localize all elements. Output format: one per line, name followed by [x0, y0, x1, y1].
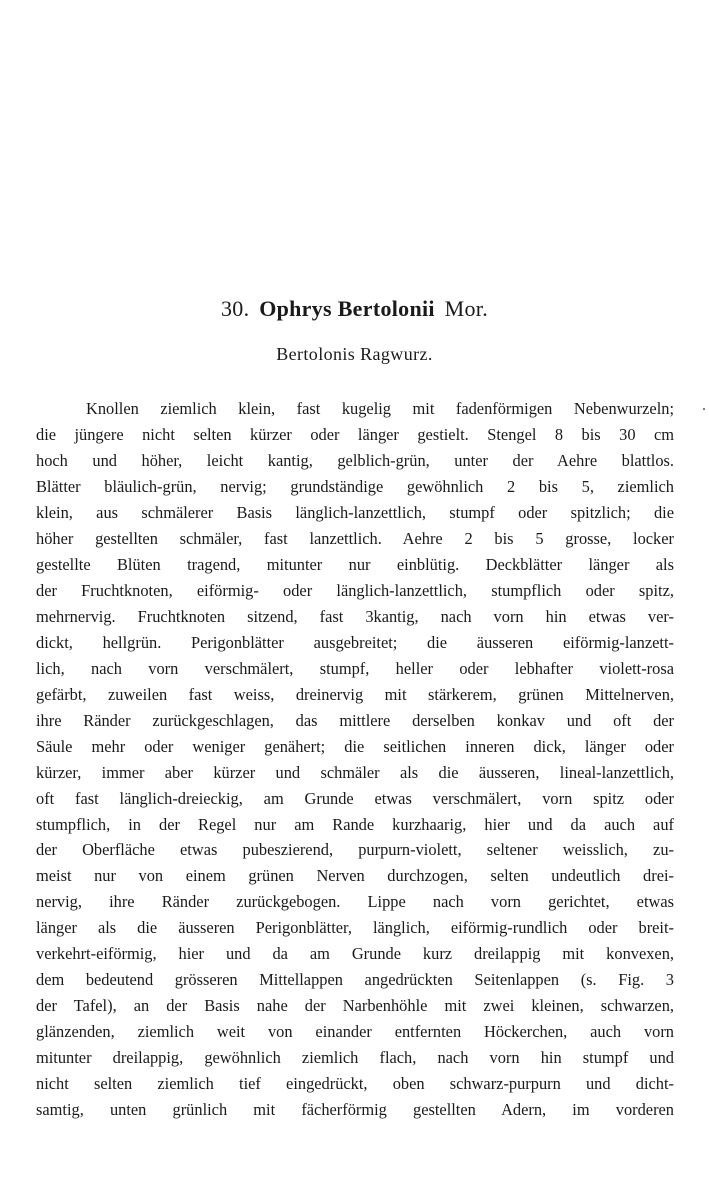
text-line: samtig, unten grünlich mit fächerförmig gestellten Adern, im vorderen — [36, 1100, 674, 1120]
text-line: länger als die äusseren Perigonblätter, länglich, eiförmig-rundlich oder breit- — [36, 918, 674, 938]
common-name: Bertolonis Ragwurz. — [276, 344, 433, 364]
species-name: Ophrys Bertolonii — [259, 296, 435, 321]
text-line: Blätter bläulich-grün, nervig; grundständige gewöhnlich 2 bis 5, ziemlich — [36, 476, 674, 496]
text-line: dem bedeutend grösseren Mittellappen angedrückten Seitenlappen (s. Fig. 3 — [36, 970, 674, 990]
species-number: 30. — [220, 296, 250, 321]
description-paragraph — [36, 396, 674, 1123]
text-line: ihre Ränder zurückgeschlagen, das mittlere derselben konkav und oft der — [36, 710, 674, 730]
text-line: dickt, hellgrün. Perigonblätter ausgebreitet; die äusseren eiförmig-lanzett- — [36, 632, 674, 652]
text-line: gestellte Blüten tragend, mitunter nur einblütig. Deckblätter länger als — [36, 554, 674, 574]
text-line: nicht selten ziemlich tief eingedrückt, oben schwarz-purpurn und dicht- — [36, 1074, 674, 1094]
text-line: mehrnervig. Fruchtknoten sitzend, fast 3kantig, nach vorn hin etwas ver- — [36, 606, 674, 626]
text-line: meist nur von einem grünen Nerven durchzogen, selten undeutlich drei- — [36, 866, 674, 886]
species-heading — [0, 296, 709, 322]
text-line: höher gestellten schmäler, fast lanzettlich. Aehre 2 bis 5 grosse, locker — [36, 528, 674, 548]
text-line: der Fruchtknoten, eiförmig- oder länglich-lanzettlich, stumpflich oder spitz, — [36, 580, 674, 600]
text-line: lich, nach vorn verschmälert, stumpf, heller oder lebhafter violett-rosa — [36, 658, 674, 678]
text-line: klein, aus schmälerer Basis länglich-lanzettlich, stumpf oder spitzlich; die — [36, 502, 674, 522]
text-line: der Tafel), an der Basis nahe der Narbenhöhle mit zwei kleinen, schwarzen, — [36, 996, 674, 1016]
text-line: kürzer, immer aber kürzer und schmäler als die äusseren, lineal-lanzettlich, — [36, 762, 674, 782]
text-line: die jüngere nicht selten kürzer oder länger gestielt. Stengel 8 bis 30 cm — [36, 424, 674, 444]
print-speck — [703, 408, 705, 410]
text-line: gefärbt, zuweilen fast weiss, dreinervig mit stärkerem, grünen Mittelnerven, — [36, 684, 674, 704]
text-line: Säule mehr oder weniger genähert; die seitlichen inneren dick, länger oder — [36, 736, 674, 756]
text-line: stumpflich, in der Regel nur am Rande kurzhaarig, hier und da auch auf — [36, 814, 674, 834]
species-author: Mor. — [444, 296, 489, 321]
text-line: Knollen ziemlich klein, fast kugelig mit fadenförmigen Nebenwurzeln; — [86, 399, 674, 418]
text-line: verkehrt-eiförmig, hier und da am Grunde kurz dreilappig mit konvexen, — [36, 944, 674, 964]
text-line: mitunter dreilappig, gewöhnlich ziemlich flach, nach vorn hin stumpf und — [36, 1048, 674, 1068]
text-line: nervig, ihre Ränder zurückgebogen. Lippe nach vorn gerichtet, etwas — [36, 892, 674, 912]
text-line: hoch und höher, leicht kantig, gelblich-grün, unter der Aehre blattlos. — [36, 450, 674, 470]
text-line: glänzenden, ziemlich weit von einander entfernten Höckerchen, auch vorn — [36, 1022, 674, 1042]
text-line: der Oberfläche etwas pubeszierend, purpurn-violett, seltener weisslich, zu- — [36, 840, 674, 860]
text-line: oft fast länglich-dreieckig, am Grunde etwas verschmälert, vorn spitz oder — [36, 788, 674, 808]
